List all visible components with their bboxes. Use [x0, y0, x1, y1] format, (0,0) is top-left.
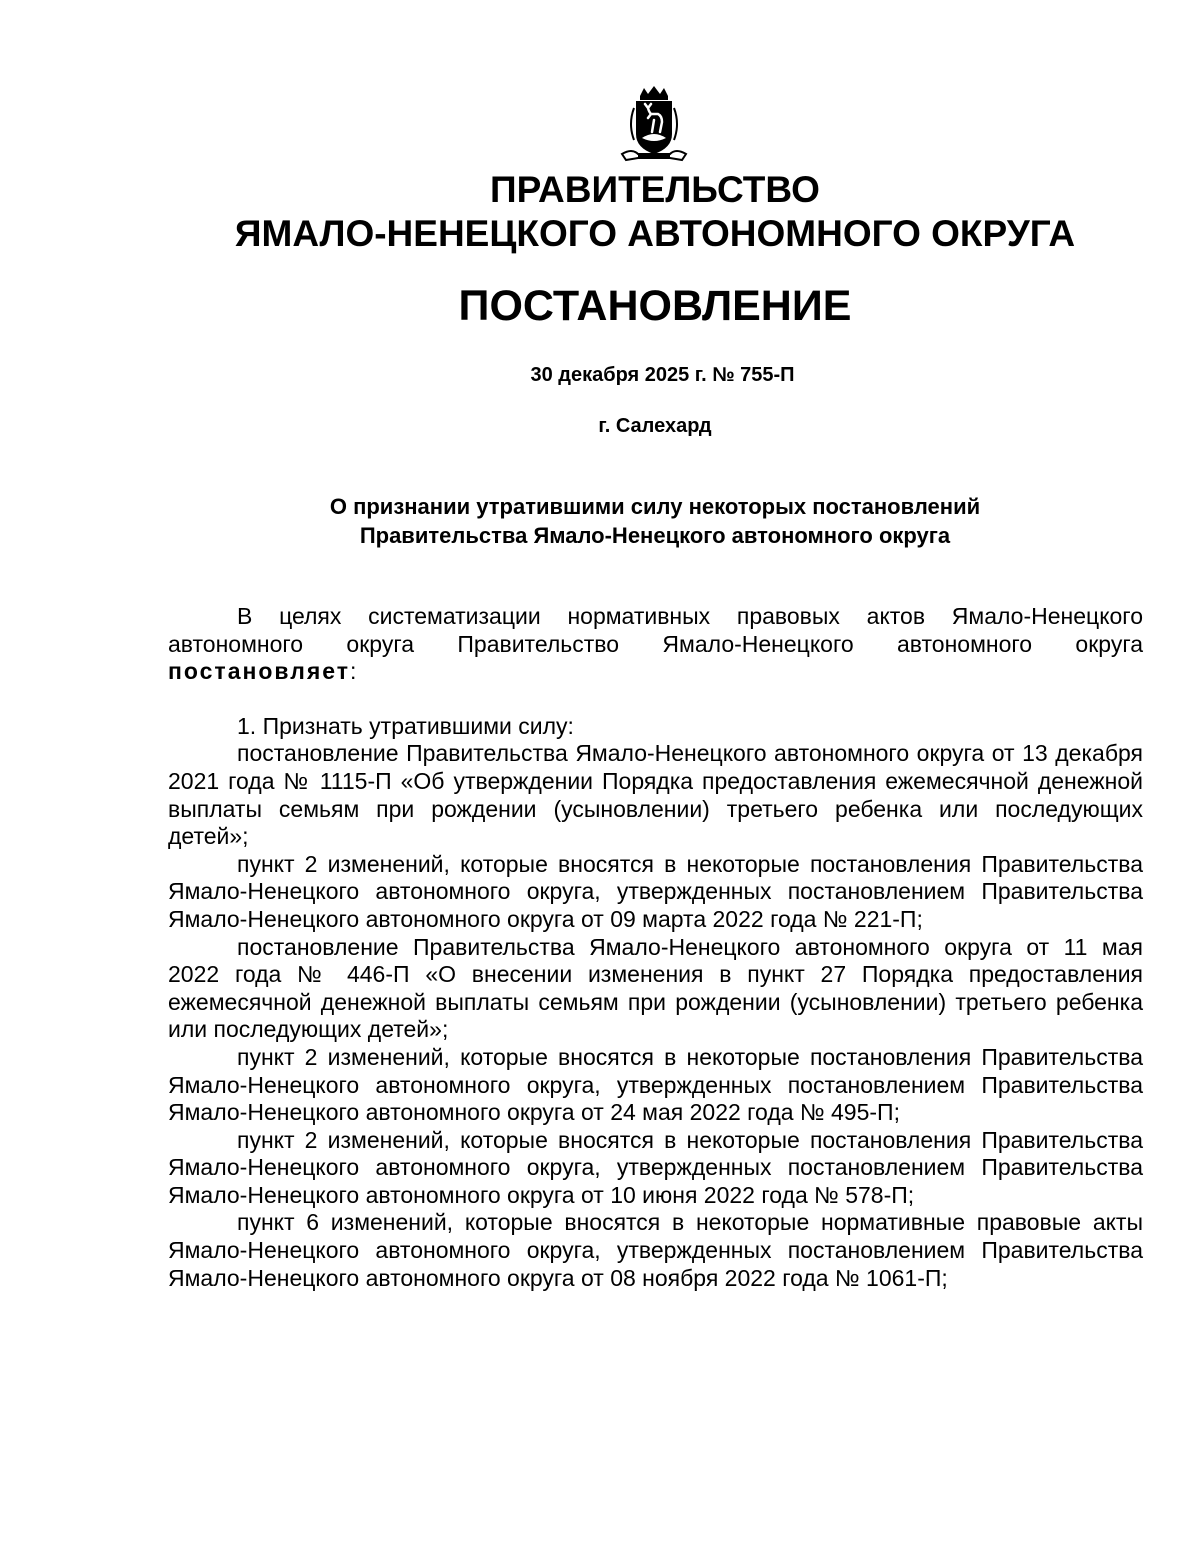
document-city: г. Салехард [598, 415, 712, 437]
government-title-line2: ЯМАЛО-НЕНЕЦКОГО АВТОНОМНОГО ОКРУГА [234, 213, 1076, 254]
list-item: пункт 6 изменений, которые вносятся в некоторые нормативные правовые акты Ямало-Ненецкого автономного округа, утвержденных постановлением Правительства Ямало-Ненецкого автономного округа от 08 ноября 2022 года № 1061-П; [168, 1209, 1143, 1291]
document-type-title: ПОСТАНОВЛЕНИЕ [458, 282, 852, 330]
document-body [168, 603, 1143, 1292]
preamble-paragraph [168, 603, 1143, 686]
list-item: пункт 2 изменений, которые вносятся в некоторые постановления Правительства Ямало-Ненецкого автономного округа, утвержденных постановлением Правительства Ямало-Ненецкого автономного округа от 09 марта 2022 года № 221-П; [168, 850, 1143, 932]
preamble-text: В целях систематизации нормативных правовых актов Ямало-Ненецкого автономного округа Правительство Ямало-Ненецкого автономного округа [168, 603, 1143, 657]
list-item: постановление Правительства Ямало-Ненецкого автономного округа от 11 мая 2022 года № 446-П «О внесении изменения в пункт 27 Порядка предоставления ежемесячной денежной выплаты семьям при рождении (усыновлении) третьего ребенка или последующих детей»; [168, 933, 1143, 1043]
yamal-nenets-coat-of-arms-icon [618, 84, 690, 168]
document-date-number: 30 декабря 2025 г. № 755-П [530, 364, 795, 386]
subject-line1: О признании утратившими силу некоторых постановлений [329, 494, 981, 519]
government-title-line1: ПРАВИТЕЛЬСТВО [490, 169, 820, 210]
document-subject [100, 492, 1200, 550]
preamble-decree-word: постановляет [168, 658, 351, 685]
list-item: пункт 2 изменений, которые вносятся в некоторые постановления Правительства Ямало-Ненецкого автономного округа, утвержденных постановлением Правительства Ямало-Ненецкого автономного округа от 10 июня 2022 года № 578-П; [168, 1126, 1143, 1208]
subject-line2: Правительства Ямало-Ненецкого автономного округа [359, 523, 951, 548]
list-item: пункт 2 изменений, которые вносятся в некоторые постановления Правительства Ямало-Ненецкого автономного округа, утвержденных постановлением Правительства Ямало-Ненецкого автономного округа от 24 мая 2022 года № 495-П; [168, 1043, 1143, 1126]
preamble-colon: : [350, 658, 357, 685]
item1-heading: 1. Признать утратившими силу: [237, 712, 574, 739]
list-item: постановление Правительства Ямало-Ненецкого автономного округа от 13 декабря 2021 года № 1115-П «Об утверждении Порядка предоставления ежемесячной денежной выплаты семьям при рождении (усыновлении) третьего ребенка или последующих детей»; [168, 740, 1143, 850]
